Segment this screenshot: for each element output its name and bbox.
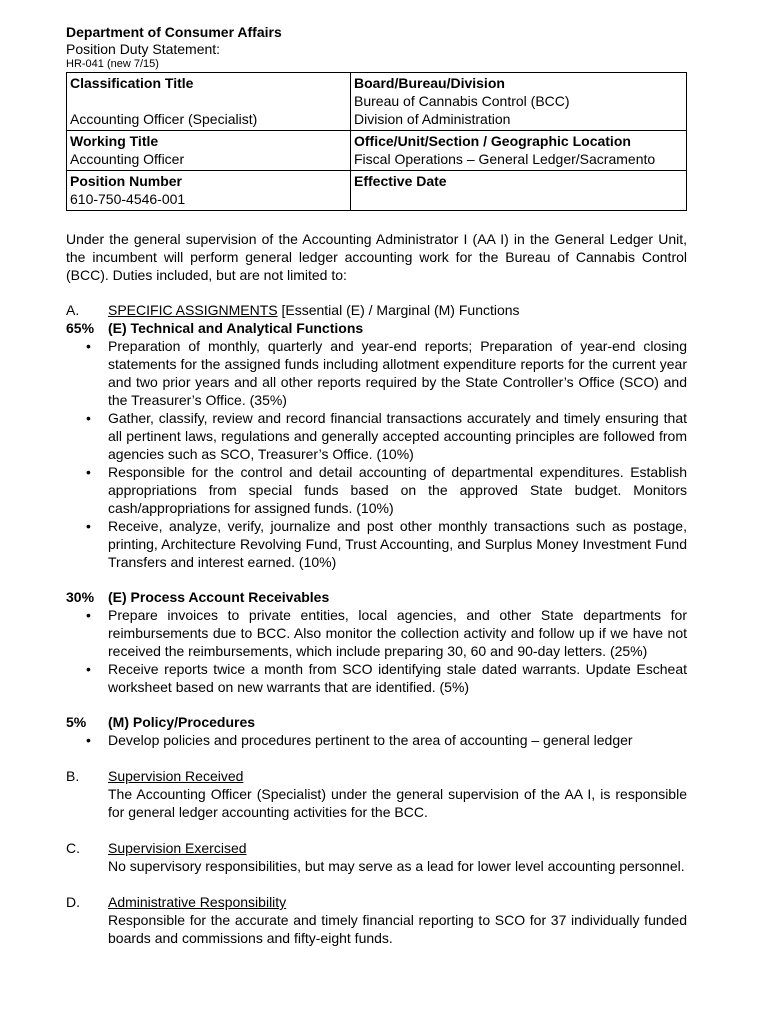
section-c-heading: [66, 839, 687, 857]
board-label: Board/Bureau/Division: [354, 75, 505, 91]
position-number-value: 610-750-4546-001: [70, 191, 186, 207]
function-heading: [66, 713, 687, 731]
bullet-icon: •: [86, 464, 91, 480]
section-d-heading: [66, 893, 687, 911]
classification-cell: [67, 73, 351, 131]
list-item: [66, 606, 687, 660]
bullet-text: Gather, classify, review and record financial transactions accurately and timely ensuring that all pertinent laws, regulations and generally accepted accounting principles are followed from agencies such as SCO, Treasurer’s Office. (10%): [108, 410, 687, 462]
list-item: [66, 660, 687, 696]
document-subtitle: Position Duty Statement:: [66, 41, 221, 57]
intro-paragraph: Under the general supervision of the Accounting Administrator I (AA I) in the General Ledger Unit, the incumbent will perform general ledger accounting work for the Bureau of Cannabis Control (BCC). Duties included, but are not limited to:: [66, 231, 687, 283]
section-c-title: Supervision Exercised: [108, 840, 247, 856]
list-item: [66, 517, 687, 571]
function-heading: [66, 588, 687, 606]
bullet-icon: •: [86, 410, 91, 426]
section-a-title: SPECIFIC ASSIGNMENTS: [108, 302, 278, 318]
bullet-text: Develop policies and procedures pertinent to the area of accounting – general ledger: [108, 732, 633, 748]
working-title-value: Accounting Officer: [70, 151, 185, 167]
function-bullet-list: [66, 337, 687, 571]
section-a-heading: [66, 301, 687, 319]
function-title: (M) Policy/Procedures: [108, 714, 256, 730]
position-info-table: [66, 72, 687, 211]
bullet-text: Receive, analyze, verify, journalize and post other monthly transactions such as postage, printing, Architecture Revolving Fund, Trust Accounting, and Surplus Money Investment Fund Transfers and interest earned. (10%): [108, 518, 687, 570]
function-policy: [66, 713, 687, 749]
list-item: [66, 463, 687, 517]
section-b-letter: B.: [66, 768, 80, 784]
list-item: [66, 731, 687, 749]
function-percent: 5%: [66, 714, 87, 730]
function-percent: 30%: [66, 589, 95, 605]
position-number-label: Position Number: [70, 173, 183, 189]
function-technical: [66, 319, 687, 571]
function-receivables: [66, 588, 687, 696]
bullet-text: Responsible for the control and detail accounting of departmental expenditures. Establish appropriations from special funds based on the approved State budget. Monitors cash/appropriations for assigned funds. (10%): [108, 464, 687, 516]
form-number: HR-041 (new 7/15): [66, 58, 159, 70]
bullet-text: Prepare invoices to private entities, local agencies, and other State departments for reimbursements due to BCC. Also monitor the collection activity and follow up if we have not received the reimbursements, which include preparing 30, 60 and 90-day letters. (25%): [108, 607, 687, 659]
function-title: (E) Technical and Analytical Functions: [108, 320, 364, 336]
list-item: [66, 409, 687, 463]
classification-value: Accounting Officer (Specialist): [70, 111, 258, 127]
section-b-title: Supervision Received: [108, 768, 244, 784]
bullet-icon: •: [86, 732, 91, 748]
bullet-text: Preparation of monthly, quarterly and year-end reports; Preparation of year-end closing statements for the assigned funds including allotment expenditure reports for the current year and two prior years and all other reports required by the State Controller’s Office (SCO) and the Treasurer’s Office. (35%): [108, 338, 687, 408]
section-a-letter: A.: [66, 302, 80, 318]
section-d-title: Administrative Responsibility: [108, 894, 287, 910]
section-d-body: Responsible for the accurate and timely financial reporting to SCO for 37 individually funded boards and commissions and fifty-eight funds.: [108, 912, 687, 946]
function-title: (E) Process Account Receivables: [108, 589, 330, 605]
working-title-label: Working Title: [70, 133, 159, 149]
working-title-cell: [67, 131, 351, 171]
list-item: [66, 337, 687, 409]
section-d-letter: D.: [66, 894, 80, 910]
bullet-text: Receive reports twice a month from SCO identifying stale dated warrants. Update Escheat worksheet based on new warrants that are identified. (5%): [108, 661, 687, 695]
classification-label: Classification Title: [70, 75, 194, 91]
function-heading: [66, 319, 687, 337]
position-number-cell: [67, 171, 351, 211]
function-percent: 65%: [66, 320, 95, 336]
effective-date-cell: [351, 171, 687, 211]
office-cell: [351, 131, 687, 171]
bullet-icon: •: [86, 518, 91, 534]
function-bullet-list: [66, 731, 687, 749]
board-value-division: Division of Administration: [354, 111, 511, 127]
function-bullet-list: [66, 606, 687, 696]
board-value-bureau: Bureau of Cannabis Control (BCC): [354, 93, 570, 109]
office-value: Fiscal Operations – General Ledger/Sacramento: [354, 151, 656, 167]
office-label: Office/Unit/Section / Geographic Location: [354, 133, 631, 149]
section-b-body: The Accounting Officer (Specialist) under the general supervision of the AA I, is responsible for general ledger accounting activities for the BCC.: [108, 786, 687, 820]
bullet-icon: •: [86, 661, 91, 677]
section-b-heading: [66, 767, 687, 785]
section-c-letter: C.: [66, 840, 80, 856]
department-title: Department of Consumer Affairs: [66, 24, 282, 40]
duty-statement-page: [66, 24, 687, 947]
effective-date-label: Effective Date: [354, 173, 447, 189]
board-cell: [351, 73, 687, 131]
bullet-icon: •: [86, 338, 91, 354]
section-a-title-suffix: [Essential (E) / Marginal (M) Functions: [277, 302, 520, 318]
section-c-body: No supervisory responsibilities, but may serve as a lead for lower level accounting personnel.: [108, 858, 685, 874]
bullet-icon: •: [86, 607, 91, 623]
